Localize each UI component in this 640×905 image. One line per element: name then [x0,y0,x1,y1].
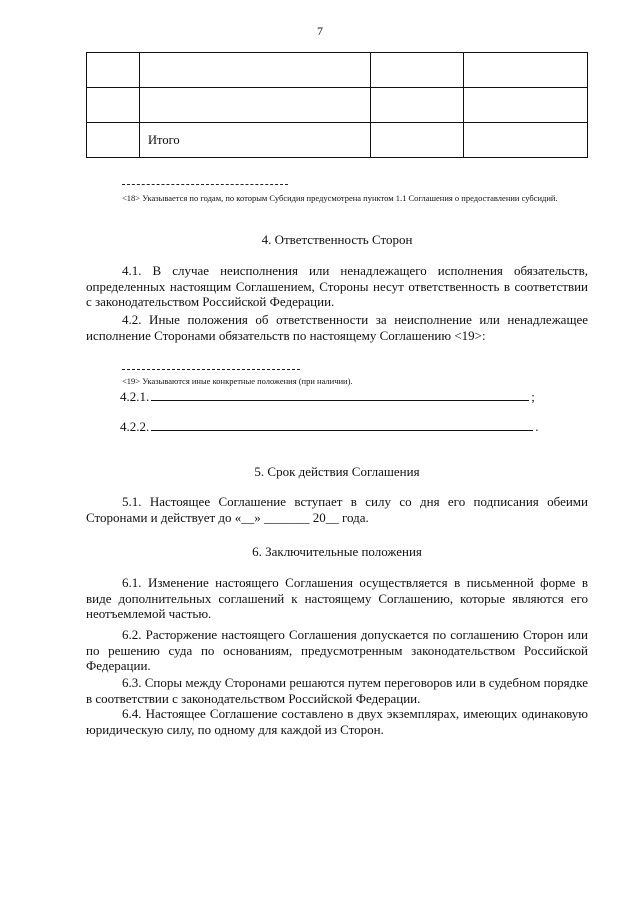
table-cell [87,123,140,158]
blank-line [151,429,533,431]
footnote-18: <18> Указывается по годам, по которым Субсидия предусмотрена пунктом 1.1 Соглашения о предоставлении субсидий. [122,193,558,203]
item-4-2-1-end: ; [531,389,535,404]
table-cell [464,53,588,88]
table-cell [140,53,371,88]
paragraph-5-1-text: 5.1. Настоящее Соглашение вступает в силу со дня его подписания обеими Сторонами и действует до «__» _______ 20__ года. [86,494,588,525]
paragraph-6-3-text: 6.3. Споры между Сторонами решаются путем переговоров или в судебном порядке в соответствии с законодательством Российской Федерации. [86,675,588,706]
paragraph-4-2 [86,312,588,343]
table-cell [371,88,464,123]
paragraph-6-2-text: 6.2. Расторжение настоящего Соглашения допускается по соглашению Сторон или по решению суда по основаниям, предусмотренным законодательством Российской Федерации. [86,627,588,673]
section-4-heading: 4. Ответственность Сторон [261,232,413,247]
paragraph-4-1 [86,263,588,310]
item-4-2-2-label: 4.2.2. [120,419,150,434]
table-row [87,53,588,88]
table-cell [87,53,140,88]
footnote-separator [122,184,288,185]
paragraph-6-4 [86,706,588,737]
paragraph-4-1-text: 4.1. В случае неисполнения или ненадлежащего исполнения обязательств, определенных настоящим Соглашением, Стороны несут ответственность в соответствии с законодательством Российской Федерации. [86,263,588,309]
footnote-separator [122,369,300,370]
section-5-heading: 5. Срок действия Соглашения [254,464,420,479]
item-4-2-1 [120,389,535,405]
item-4-2-1-label: 4.2.1. [120,389,150,404]
table-row-total [87,123,588,158]
paragraph-6-1-text: 6.1. Изменение настоящего Соглашения осуществляется в письменной форме в виде дополнительных соглашений к настоящему Соглашению, которые являются его неотъемлемой частью. [86,575,588,621]
total-label: Итого [140,123,371,158]
table-cell [371,123,464,158]
table-cell [371,53,464,88]
blank-line [151,399,529,401]
paragraph-6-4-text: 6.4. Настоящее Соглашение составлено в двух экземплярах, имеющих одинаковую юридическую силу, по одному для каждой из Сторон. [86,706,588,737]
paragraph-6-1 [86,575,588,622]
footnote-19: <19> Указываются иные конкретные положения (при наличии). [122,376,353,386]
table-row [87,88,588,123]
subsidy-table [86,52,588,158]
paragraph-4-2-text: 4.2. Иные положения об ответственности за неисполнение или ненадлежащее исполнение Сторонами обязательств по настоящему Соглашению <19>: [86,312,588,343]
item-4-2-2-end: . [535,419,539,434]
table-cell [464,88,588,123]
paragraph-6-2 [86,627,588,674]
paragraph-6-3 [86,675,588,706]
table-cell [87,88,140,123]
table-cell [464,123,588,158]
table-cell [140,88,371,123]
item-4-2-2 [120,419,539,435]
section-6-heading: 6. Заключительные положения [252,544,422,559]
paragraph-5-1 [86,494,588,525]
page-number: 7 [317,24,323,38]
